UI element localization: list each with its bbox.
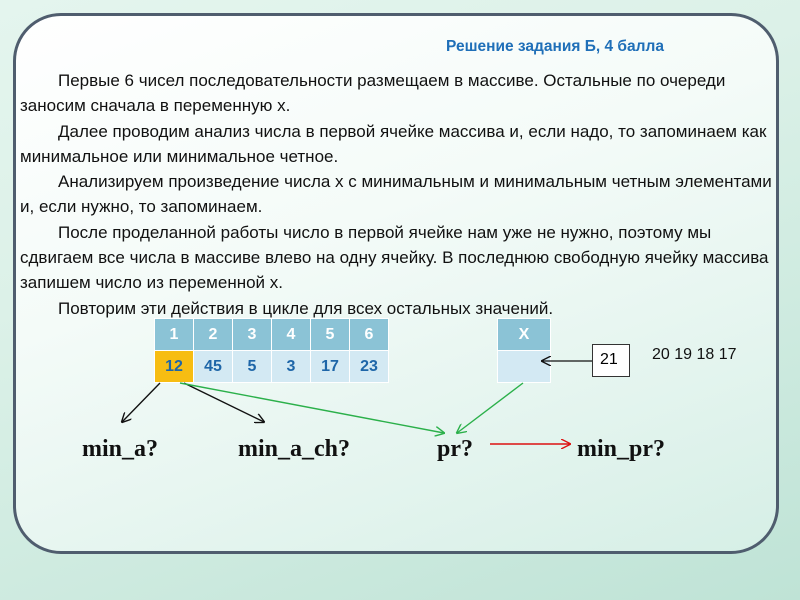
paragraph-1: Первые 6 чисел последовательности размещаем в массиве. Остальные по очереди заносим сначала в переменную x. (20, 71, 726, 116)
paragraph-3: Анализируем произведение числа x с минимальным и минимальным четным элементами и, если нужно, то запоминаем. (20, 172, 772, 217)
array-value-first: 12 (155, 351, 194, 383)
label-min-pr: min_pr? (577, 436, 666, 462)
arrow-x-to-pr (457, 383, 523, 433)
paragraph-5: Повторим эти действия в цикле для всех остальных значений. (58, 298, 554, 318)
label-pr: pr? (437, 436, 473, 462)
array-value: 5 (233, 351, 272, 383)
label-min-a: min_a? (82, 436, 159, 462)
arrow-to-min-a-ch (184, 383, 264, 422)
array-value: 17 (311, 351, 350, 383)
array-index: 3 (233, 319, 272, 351)
array-value: 45 (194, 351, 233, 383)
array-value: 23 (350, 351, 389, 383)
array-index: 5 (311, 319, 350, 351)
array-index: 1 (155, 319, 194, 351)
array-index: 2 (194, 319, 233, 351)
paragraph-2: Далее проводим анализ числа в первой ячейке массива и, если надо, то запоминаем как минимальное или минимальное четное. (20, 121, 767, 166)
arrow-array-to-pr (180, 383, 444, 433)
x-header: X (498, 319, 551, 351)
array-value: 3 (272, 351, 311, 383)
arrow-to-min-a (122, 383, 160, 422)
label-min-a-ch: min_a_ch? (238, 436, 351, 462)
array-index: 4 (272, 319, 311, 351)
slide-title: Решение задания Б, 4 балла (446, 38, 664, 55)
paragraph-4: После проделанной работы число в первой ячейке нам уже не нужно, поэтому мы сдвигаем все числа в массиве влево на одну ячейку. В последнюю свободную ячейку массива запишем число из переменной x. (20, 222, 769, 293)
next-number-box: 21 (592, 344, 630, 377)
array-index: 6 (350, 319, 389, 351)
remaining-numbers: 20 19 18 17 (652, 346, 737, 363)
